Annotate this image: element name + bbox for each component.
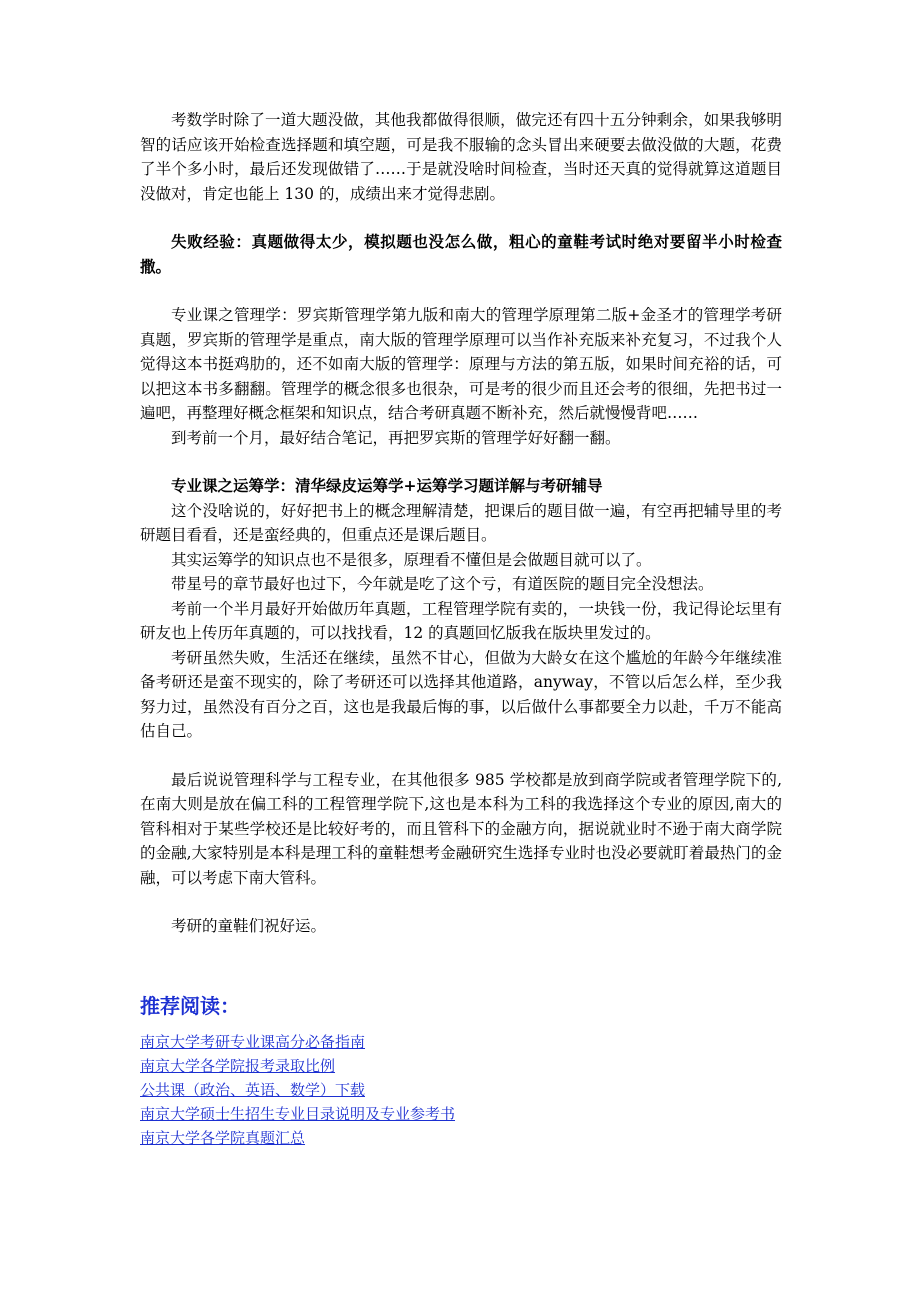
paragraph-operations-research-advice: 这个没啥说的，好好把书上的概念理解清楚，把课后的题目做一遍，有空再把辅导里的考研题目看看，还是蛮经典的，但重点还是课后题目。 xyxy=(140,501,782,544)
list-item xyxy=(140,1126,455,1150)
recommended-links-list xyxy=(140,1030,455,1150)
paragraph-past-exams: 考前一个半月最好开始做历年真题，工程管理学院有卖的，一块钱一份，我记得论坛里有研友也上传历年真题的，可以找找看，12 的真题回忆版我在版块里发过的。 xyxy=(140,599,782,642)
article-body xyxy=(140,108,782,939)
paragraph-starred-chapters: 带星号的章节最好也过下，今年就是吃了这个亏，有道医院的题目完全没想法。 xyxy=(171,575,714,593)
paragraph-math-exam: 考数学时除了一道大题没做，其他我都做得很顺，做完还有四十五分钟剩余，如果我够明智的话应该开始检查选择题和填空题，可是我不服输的念头冒出来硬要去做没做的大题，花费了半个多小时，最后还发现做错了……于是就没啥时间检查，当时还天真的觉得就算这道题目没做对，肯定也能上 130 的，成绩出来才觉得悲剧。 xyxy=(140,111,782,203)
link-nju-catalog-reference-books[interactable]: 南京大学硕士生招生专业目录说明及专业参考书 xyxy=(140,1105,456,1123)
link-public-courses-download[interactable]: 公共课（政治、英语、数学）下载 xyxy=(140,1081,366,1099)
recommended-reading-title: 推荐阅读： xyxy=(140,994,240,1018)
list-item xyxy=(140,1030,455,1054)
paragraph-major-intro: 最后说说管理科学与工程专业，在其他很多 985 学校都是放到商学院或者管理学院下的,在南大则是放在偏工科的工程管理学院下,这也是本科为工科的我选择这个专业的原因,南大的管科相对于某些学校还是比较好考的，而且管科下的金融方向，据说就业时不逊于南大商学院的金融,大家特别是本科是理工科的童鞋想考金融研究生选择专业时也没必要就盯着最热门的金融，可以考虑下南大管科。 xyxy=(140,770,782,887)
link-nju-admission-ratio[interactable]: 南京大学各学院报考录取比例 xyxy=(140,1057,336,1075)
paragraph-management-last-month: 到考前一个月，最好结合笔记，再把罗宾斯的管理学好好翻一翻。 xyxy=(171,428,621,447)
paragraph-operations-research-knowledge: 其实运筹学的知识点也不是很多，原理看不懂但是会做题目就可以了。 xyxy=(171,550,652,569)
paragraph-operations-research-heading: 专业课之运筹学：清华绿皮运筹学+运筹学习题详解与考研辅导 xyxy=(171,476,603,495)
list-item xyxy=(140,1078,455,1102)
paragraph-good-luck: 考研的童鞋们祝好运。 xyxy=(171,917,327,935)
link-nju-course-guide[interactable]: 南京大学考研专业课高分必备指南 xyxy=(140,1033,366,1051)
paragraph-management-course: 专业课之管理学：罗宾斯管理学第九版和南大的管理学原理第二版+金圣才的管理学考研真题，罗宾斯的管理学是重点，南大版的管理学原理可以当作补充版来补充复习，不过我个人觉得这本书挺鸡肋的，还不如南大版的管理学：原理与方法的第五版，如果时间充裕的话，可以把这本书多翻翻。管理学的概念很多也很杂，可是考的很少而且还会考的很细，先把书过一遍吧，再整理好概念框架和知识点，结合考研真题不断补充，然后就慢慢背吧…… xyxy=(140,306,782,422)
list-item xyxy=(140,1054,455,1078)
link-nju-past-exams[interactable]: 南京大学各学院真题汇总 xyxy=(140,1129,306,1147)
list-item xyxy=(140,1102,455,1126)
paragraph-failure-lesson: 失败经验：真题做得太少，模拟题也没怎么做，粗心的童鞋考试时绝对要留半小时检查撒。 xyxy=(140,232,782,276)
paragraph-reflection: 考研虽然失败，生活还在继续，虽然不甘心，但做为大龄女在这个尴尬的年龄今年继续准备考研还是蛮不现实的，除了考研还可以选择其他道路，anyway，不管以后怎么样，至少我努力过，虽然没有百分之百，这也是我最后悔的事，以后做什么事都要全力以赴，千万不能高估自己。 xyxy=(140,648,782,740)
